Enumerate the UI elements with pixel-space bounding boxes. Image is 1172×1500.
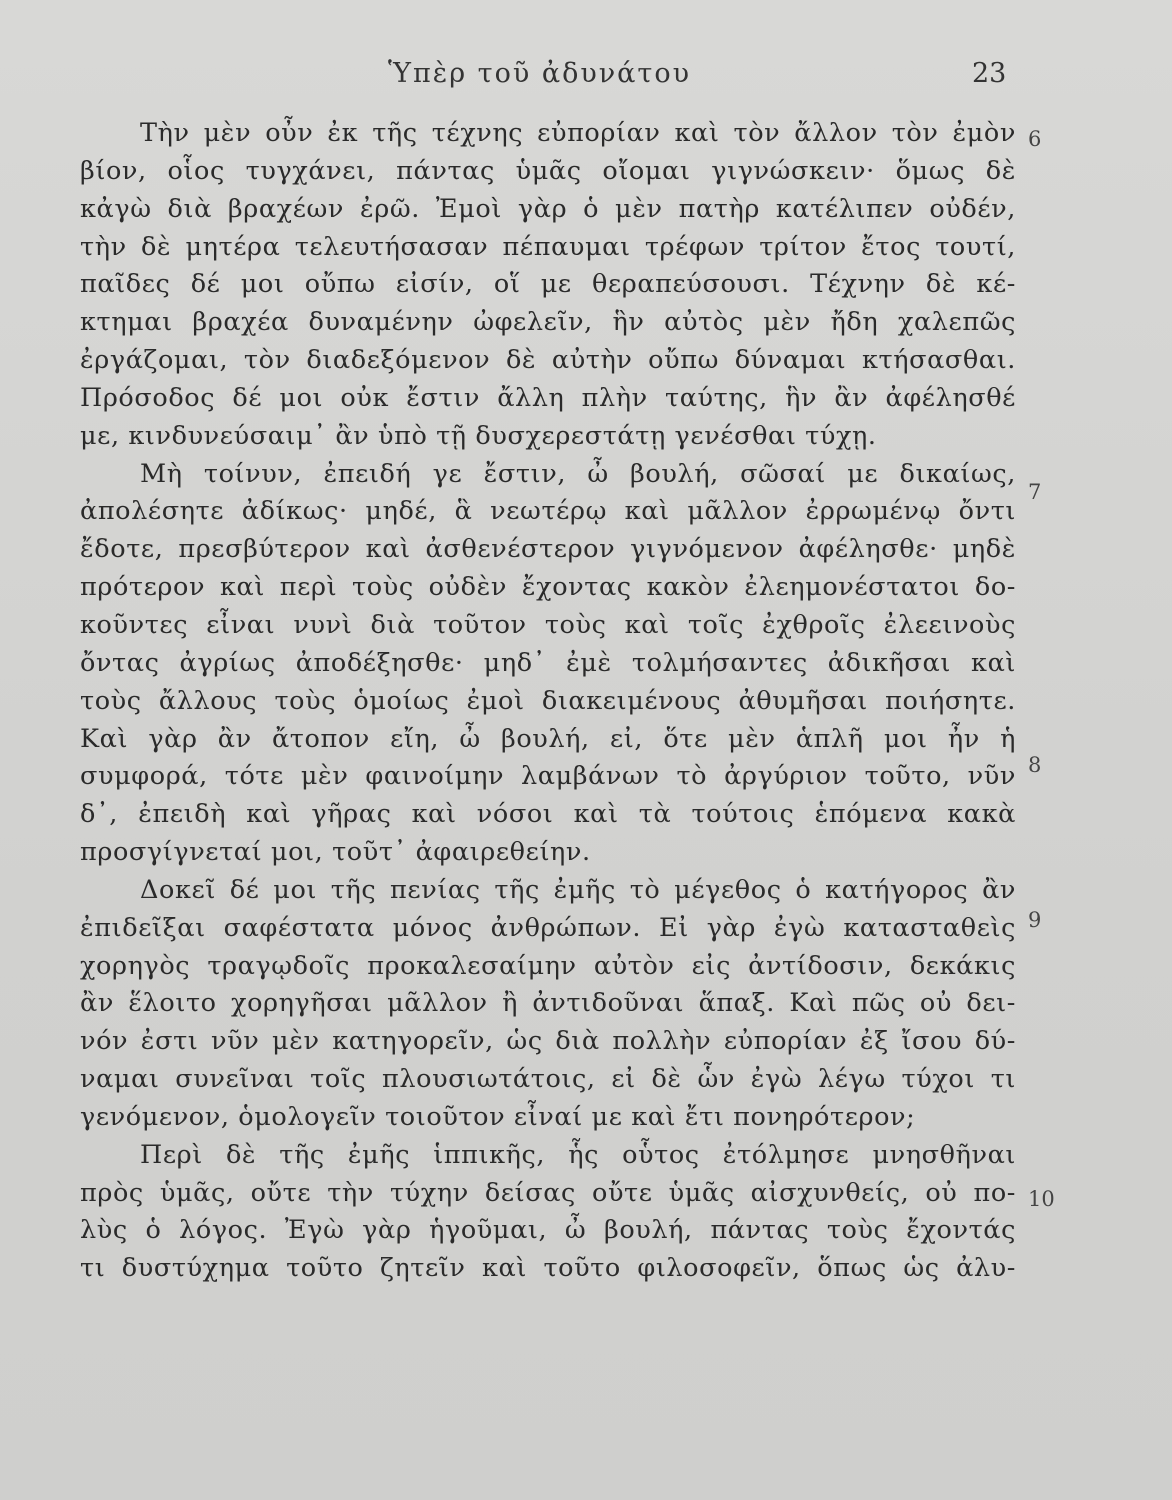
text-line: γενόμενον, ὁμολογεῖν τοιοῦτον εἶναί με καὶ ἔτι πονηρότερον; [80,1101,916,1132]
text-line: ἐπιδεῖξαι σαφέστατα μόνος ἀνθρώπων. Εἰ γὰρ ἐγὼ κατασταθεὶς [80,912,1016,943]
section-number: 6 [1028,127,1042,151]
text-line: βίον, οἷος τυγχάνει, πάντας ὑμᾶς οἴομαι γιγνώσκειν· ὅμως δὲ [80,155,1016,186]
page-header [0,58,1172,98]
text-line: κτημαι βραχέα δυναμένην ὠφελεῖν, ἣν αὐτὸς μὲν ἤδη χαλεπῶς [80,307,1016,338]
text-line: με, κινδυνεύσαιμ᾽ ἂν ὑπὸ τῇ δυσχερεστάτῃ γενέσθαι τύχῃ. [80,420,877,451]
section-number: 8 [1028,753,1042,777]
section-number: 9 [1028,908,1042,932]
text-line: Πρόσοδος δέ μοι οὐκ ἔστιν ἄλλη πλὴν ταύτης, ἣν ἂν ἀφέλησθέ [80,382,1016,413]
text-line: ὄντας ἀγρίως ἀποδέξησθε· μηδ᾽ ἐμὲ τολμήσαντες ἀδικῆσαι καὶ [80,647,1016,678]
text-line: ἂν ἕλοιτο χορηγῆσαι μᾶλλον ἢ ἀντιδοῦναι ἅπαξ. Καὶ πῶς οὐ δει- [80,988,1016,1019]
text-line: Δοκεῖ δέ μοι τῆς πενίας τῆς ἐμῆς τὸ μέγεθος ὁ κατήγορος ἂν [140,874,1016,905]
text-line: ἐργάζομαι, τὸν διαδεξόμενον δὲ αὐτὴν οὔπω δύναμαι κτήσασθαι. [80,345,1016,376]
text-line: Τὴν μὲν οὖν ἐκ τῆς τέχνης εὐπορίαν καὶ τὸν ἄλλον τὸν ἐμὸν [140,118,1016,148]
text-line: ναμαι συνεῖναι τοῖς πλουσιωτάτοις, εἰ δὲ ὧν ἐγὼ λέγω τύχοι τι [80,1064,1016,1095]
text-line: κοῦντες εἶναι νυνὶ διὰ τοῦτον τοὺς καὶ τοῖς ἐχθροῖς ἐλεεινοὺς [80,609,1016,640]
text-line: πρὸς ὑμᾶς, οὔτε τὴν τύχην δείσας οὔτε ὑμᾶς αἰσχυνθείς, οὐ πο- [80,1177,1016,1208]
section-number: 7 [1028,480,1042,504]
body-text [80,115,1016,1288]
text-line: λὺς ὁ λόγος. Ἐγὼ γὰρ ἡγοῦμαι, ὦ βουλή, πάντας τοὺς ἔχοντάς [80,1215,1016,1246]
text-line: τι δυστύχημα τοῦτο ζητεῖν καὶ τοῦτο φιλοσοφεῖν, ὅπως ὡς ἀλυ- [80,1253,1016,1284]
text-line: ἔδοτε, πρεσβύτερον καὶ ἀσθενέστερον γιγνόμενον ἀφέλησθε· μηδὲ [80,534,1016,565]
text-line: τοὺς ἄλλους τοὺς ὁμοίως ἐμοὶ διακειμένους ἀθυμῆσαι ποιήσητε. [80,685,1016,716]
text-line: συμφορά, τότε μὲν φαινοίμην λαμβάνων τὸ ἀργύριον τοῦτο, νῦν [80,761,1016,792]
page-number: 23 [972,58,1007,89]
text-line: Περὶ δὲ τῆς ἐμῆς ἱππικῆς, ἧς οὗτος ἐτόλμησε μνησθῆναι [140,1139,1016,1170]
text-line: πρότερον καὶ περὶ τοὺς οὐδὲν ἔχοντας κακὸν ἐλεημονέστατοι δο- [80,572,1016,603]
text-line: Μὴ τοίνυν, ἐπειδή γε ἔστιν, ὦ βουλή, σῶσαί με δικαίως, [140,458,1016,489]
text-line: παῖδες δέ μοι οὔπω εἰσίν, οἵ με θεραπεύσουσι. Τέχνην δὲ κέ- [80,269,1016,300]
running-title: Ὑπὲρ τοῦ ἀδυνάτου [388,58,691,89]
text-line: ἀπολέσητε ἀδίκως· μηδέ, ἃ νεωτέρῳ καὶ μᾶλλον ἐρρωμένῳ ὄντι [80,496,1016,527]
text-line: δ᾽, ἐπειδὴ καὶ γῆρας καὶ νόσοι καὶ τὰ τούτοις ἑπόμενα κακὰ [80,799,1016,830]
text-line: προσγίγνεταί μοι, τοῦτ᾽ ἀφαιρεθείην. [80,837,591,868]
section-number: 10 [1028,1187,1055,1211]
text-line: νόν ἐστι νῦν μὲν κατηγορεῖν, ὡς διὰ πολλὴν εὐπορίαν ἐξ ἴσου δύ- [80,1026,1016,1057]
text-line: κἀγὼ διὰ βραχέων ἐρῶ. Ἐμοὶ γὰρ ὁ μὲν πατὴρ κατέλιπεν οὐδέν, [80,193,1016,224]
text-line: τὴν δὲ μητέρα τελευτήσασαν πέπαυμαι τρέφων τρίτον ἔτος τουτί, [80,231,1016,262]
text-line: χορηγὸς τραγῳδοῖς προκαλεσαίμην αὐτὸν εἰς ἀντίδοσιν, δεκάκις [80,950,1016,981]
text-line: Καὶ γὰρ ἂν ἄτοπον εἴη, ὦ βουλή, εἰ, ὅτε μὲν ἁπλῆ μοι ἦν ἡ [80,723,1016,754]
